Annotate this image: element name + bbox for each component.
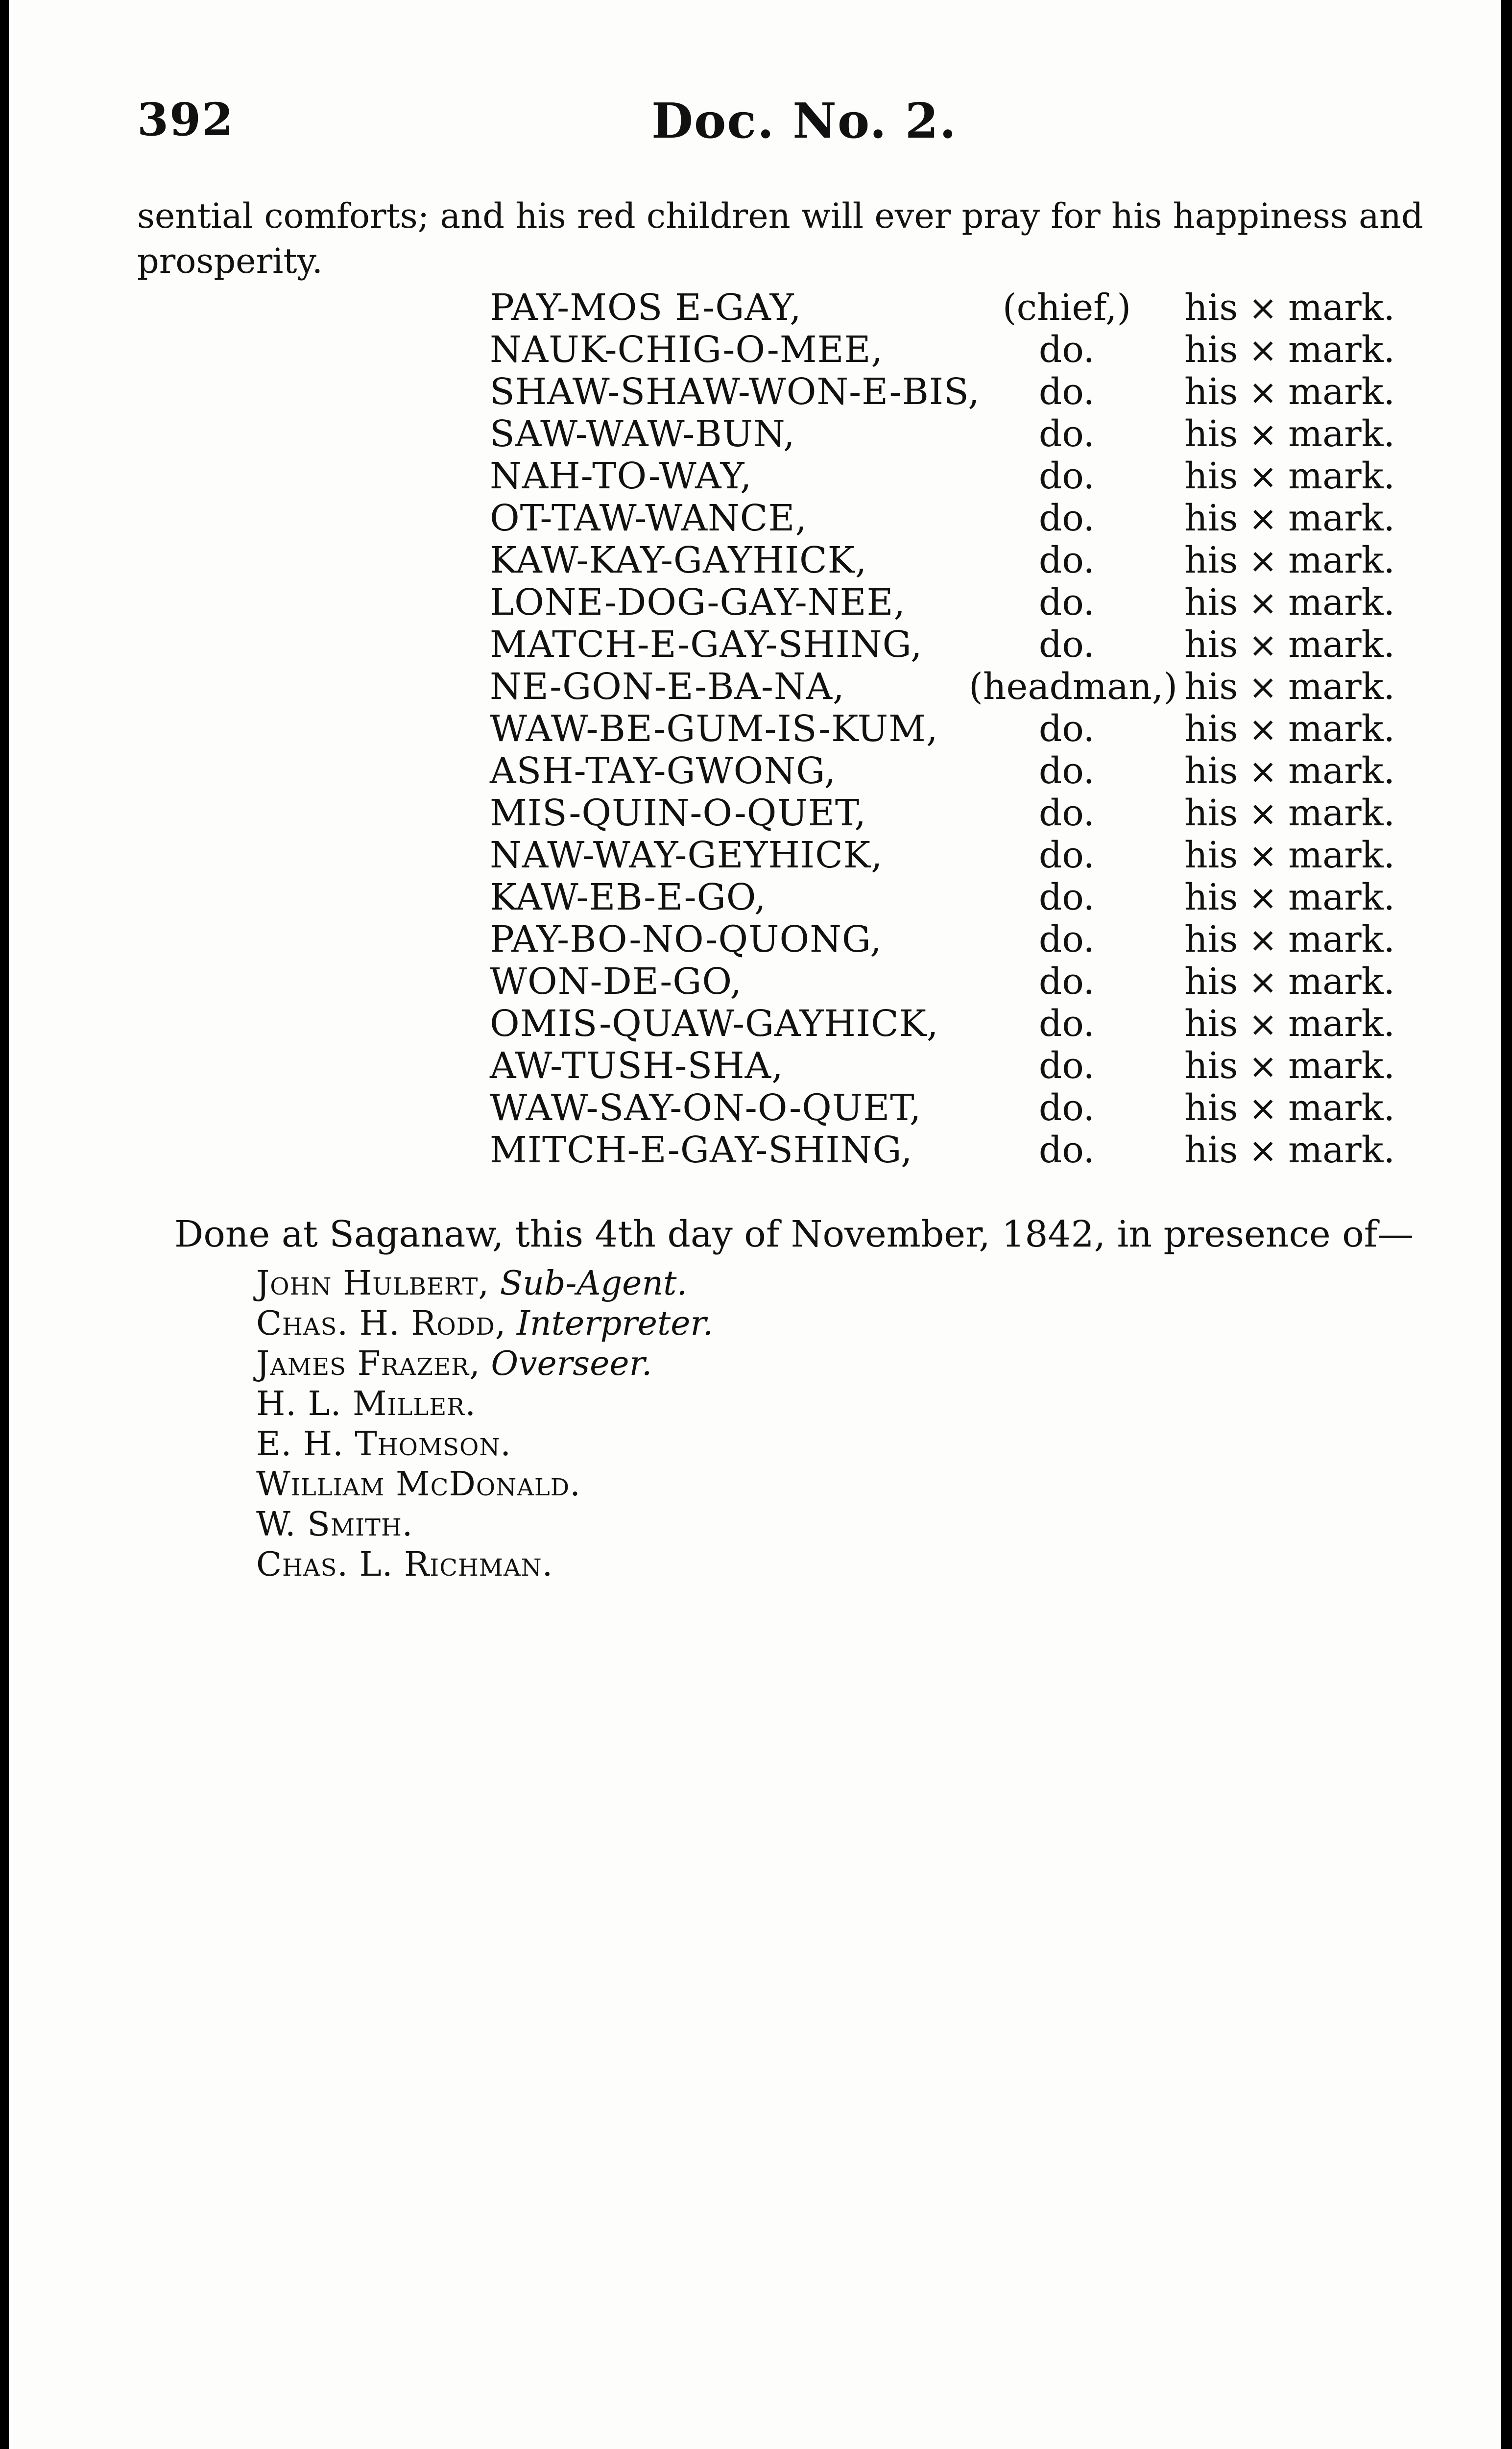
signatory-mark bbox=[1184, 792, 1395, 835]
his-label: his bbox=[1184, 792, 1238, 834]
done-statement: Done at Saganaw, this 4th day of November, 1842, in presence of— bbox=[174, 1213, 1414, 1255]
witness-line bbox=[256, 1465, 713, 1505]
mark-label: mark. bbox=[1288, 1045, 1395, 1087]
signatory-name: OT-TAW-WANCE, bbox=[490, 497, 807, 539]
his-label: his bbox=[1184, 413, 1238, 455]
signatory-name: PAY-BO-NO-QUONG, bbox=[490, 918, 882, 960]
x-mark-icon: × bbox=[1248, 751, 1277, 792]
signatory-name: MITCH-E-GAY-SHING, bbox=[490, 1129, 913, 1171]
witness-title: Overseer. bbox=[491, 1345, 652, 1383]
signatory-name: WAW-SAY-ON-O-QUET, bbox=[490, 1087, 922, 1129]
x-mark-icon: × bbox=[1248, 793, 1277, 834]
intro-paragraph bbox=[137, 193, 1460, 284]
signatory-mark bbox=[1184, 750, 1395, 792]
signatory-mark bbox=[1184, 1003, 1395, 1045]
signatory-name: ASH-TAY-GWONG, bbox=[490, 750, 837, 792]
his-label: his bbox=[1184, 1045, 1238, 1087]
x-mark-icon: × bbox=[1248, 625, 1277, 665]
witness-name: W. Smith. bbox=[256, 1505, 413, 1544]
signatory-name: NE-GON-E-BA-NA, bbox=[490, 666, 845, 708]
signatory-role: do. bbox=[1038, 455, 1095, 497]
signatory-row bbox=[9, 413, 1501, 455]
signatory-role: (headman,) bbox=[969, 666, 1178, 708]
signatory-role: do. bbox=[1038, 1087, 1095, 1129]
mark-label: mark. bbox=[1288, 413, 1395, 455]
signatory-mark bbox=[1184, 413, 1395, 456]
document-page bbox=[9, 0, 1501, 2449]
his-label: his bbox=[1184, 624, 1238, 666]
signatory-mark bbox=[1184, 1045, 1395, 1087]
witness-name: Chas. H. Rodd, bbox=[256, 1304, 506, 1343]
signatory-row bbox=[9, 624, 1501, 666]
witness-list bbox=[256, 1264, 713, 1585]
signatory-role: do. bbox=[1038, 750, 1095, 792]
mark-label: mark. bbox=[1288, 792, 1395, 834]
mark-label: mark. bbox=[1288, 371, 1395, 413]
signatory-row bbox=[9, 581, 1501, 624]
signatory-mark bbox=[1184, 624, 1395, 666]
signatory-name: PAY-MOS E-GAY, bbox=[490, 287, 802, 329]
witness-line bbox=[256, 1304, 713, 1344]
his-label: his bbox=[1184, 918, 1238, 960]
mark-label: mark. bbox=[1288, 455, 1395, 497]
signatory-row bbox=[9, 1003, 1501, 1045]
x-mark-icon: × bbox=[1248, 499, 1277, 539]
signatory-role: do. bbox=[1038, 834, 1095, 876]
mark-label: mark. bbox=[1288, 329, 1395, 371]
mark-label: mark. bbox=[1288, 666, 1395, 708]
x-mark-icon: × bbox=[1248, 1130, 1277, 1171]
mark-label: mark. bbox=[1288, 1087, 1395, 1129]
signatory-role: do. bbox=[1038, 1129, 1095, 1171]
x-mark-icon: × bbox=[1248, 709, 1277, 749]
his-label: his bbox=[1184, 287, 1238, 329]
mark-label: mark. bbox=[1288, 750, 1395, 792]
signatory-role: do. bbox=[1038, 708, 1095, 750]
witness-title: Sub-Agent. bbox=[500, 1264, 688, 1303]
signatory-name: MIS-QUIN-O-QUET, bbox=[490, 792, 866, 834]
x-mark-icon: × bbox=[1248, 962, 1277, 1002]
signatory-row bbox=[9, 918, 1501, 960]
signatory-name: SAW-WAW-BUN, bbox=[490, 413, 795, 455]
signatory-name: NAUK-CHIG-O-MEE, bbox=[490, 329, 884, 371]
signatory-mark bbox=[1184, 834, 1395, 877]
signatory-role: do. bbox=[1038, 497, 1095, 539]
x-mark-icon: × bbox=[1248, 288, 1277, 328]
signatory-role: do. bbox=[1038, 960, 1095, 1003]
signatory-row bbox=[9, 834, 1501, 876]
mark-label: mark. bbox=[1288, 960, 1395, 1003]
signatory-mark bbox=[1184, 708, 1395, 750]
signatory-row bbox=[9, 1087, 1501, 1129]
signatory-mark bbox=[1184, 960, 1395, 1003]
x-mark-icon: × bbox=[1248, 330, 1277, 370]
mark-label: mark. bbox=[1288, 497, 1395, 539]
his-label: his bbox=[1184, 539, 1238, 581]
witness-name: Chas. L. Richman. bbox=[256, 1545, 553, 1584]
mark-label: mark. bbox=[1288, 1003, 1395, 1045]
witness-line bbox=[256, 1264, 713, 1304]
x-mark-icon: × bbox=[1248, 372, 1277, 412]
signatory-row bbox=[9, 455, 1501, 497]
his-label: his bbox=[1184, 581, 1238, 624]
mark-label: mark. bbox=[1288, 581, 1395, 624]
signatory-mark bbox=[1184, 329, 1395, 371]
mark-label: mark. bbox=[1288, 1129, 1395, 1171]
his-label: his bbox=[1184, 329, 1238, 371]
his-label: his bbox=[1184, 497, 1238, 539]
signatory-row bbox=[9, 792, 1501, 834]
witness-line bbox=[256, 1424, 713, 1465]
signatory-role: do. bbox=[1038, 1003, 1095, 1045]
witness-line bbox=[256, 1505, 713, 1545]
his-label: his bbox=[1184, 876, 1238, 918]
signatory-name: SHAW-SHAW-WON-E-BIS, bbox=[490, 371, 980, 413]
signatory-row bbox=[9, 497, 1501, 539]
x-mark-icon: × bbox=[1248, 1004, 1277, 1044]
x-mark-icon: × bbox=[1248, 541, 1277, 581]
document-title: Doc. No. 2. bbox=[651, 93, 958, 149]
x-mark-icon: × bbox=[1248, 878, 1277, 918]
intro-line-1: sential comforts; and his red children will ever pray for his happiness and bbox=[137, 196, 1423, 236]
his-label: his bbox=[1184, 455, 1238, 497]
his-label: his bbox=[1184, 834, 1238, 876]
signatory-row bbox=[9, 329, 1501, 371]
signatory-mark bbox=[1184, 497, 1395, 540]
signatory-mark bbox=[1184, 876, 1395, 919]
signatory-row bbox=[9, 666, 1501, 708]
x-mark-icon: × bbox=[1248, 456, 1277, 497]
x-mark-icon: × bbox=[1248, 1088, 1277, 1128]
signatory-row bbox=[9, 1045, 1501, 1087]
witness-name: William McDonald. bbox=[256, 1465, 581, 1504]
signatory-mark bbox=[1184, 455, 1395, 498]
mark-label: mark. bbox=[1288, 624, 1395, 666]
signatory-role: do. bbox=[1038, 918, 1095, 960]
signatory-mark bbox=[1184, 287, 1395, 329]
signatory-row bbox=[9, 539, 1501, 581]
his-label: his bbox=[1184, 1087, 1238, 1129]
signatory-row bbox=[9, 287, 1501, 329]
witness-name: H. L. Miller. bbox=[256, 1385, 477, 1423]
signatory-name: NAH-TO-WAY, bbox=[490, 455, 752, 497]
his-label: his bbox=[1184, 1003, 1238, 1045]
signatory-row bbox=[9, 876, 1501, 918]
mark-label: mark. bbox=[1288, 287, 1395, 329]
witness-name: John Hulbert, bbox=[256, 1264, 489, 1303]
signatory-name: AW-TUSH-SHA, bbox=[490, 1045, 784, 1087]
mark-label: mark. bbox=[1288, 708, 1395, 750]
mark-label: mark. bbox=[1288, 876, 1395, 918]
signatory-name: LONE-DOG-GAY-NEE, bbox=[490, 581, 906, 624]
witness-line bbox=[256, 1344, 713, 1384]
signatory-role: do. bbox=[1038, 624, 1095, 666]
signatory-mark bbox=[1184, 1129, 1395, 1172]
signatory-name: KAW-KAY-GAYHICK, bbox=[490, 539, 867, 581]
signatory-name: OMIS-QUAW-GAYHICK, bbox=[490, 1003, 939, 1045]
his-label: his bbox=[1184, 708, 1238, 750]
signatory-role: do. bbox=[1038, 1045, 1095, 1087]
signatory-row bbox=[9, 1129, 1501, 1171]
signatory-name: KAW-EB-E-GO, bbox=[490, 876, 767, 918]
signatory-row bbox=[9, 960, 1501, 1003]
signatory-role: do. bbox=[1038, 329, 1095, 371]
x-mark-icon: × bbox=[1248, 414, 1277, 455]
signatory-name: NAW-WAY-GEYHICK, bbox=[490, 834, 883, 876]
mark-label: mark. bbox=[1288, 918, 1395, 960]
x-mark-icon: × bbox=[1248, 667, 1277, 707]
witness-line bbox=[256, 1384, 713, 1424]
x-mark-icon: × bbox=[1248, 920, 1277, 960]
his-label: his bbox=[1184, 371, 1238, 413]
intro-line-2: prosperity. bbox=[137, 241, 323, 281]
witness-line bbox=[256, 1545, 713, 1585]
signatory-list bbox=[9, 287, 1501, 1171]
his-label: his bbox=[1184, 1129, 1238, 1171]
signatory-row bbox=[9, 750, 1501, 792]
mark-label: mark. bbox=[1288, 539, 1395, 581]
signatory-role: do. bbox=[1038, 371, 1095, 413]
signatory-name: WAW-BE-GUM-IS-KUM, bbox=[490, 708, 938, 750]
signatory-mark bbox=[1184, 666, 1395, 708]
page-number: 392 bbox=[137, 93, 235, 146]
signatory-role: do. bbox=[1038, 539, 1095, 581]
signatory-role: do. bbox=[1038, 792, 1095, 834]
signatory-name: MATCH-E-GAY-SHING, bbox=[490, 624, 923, 666]
signatory-role: (chief,) bbox=[1002, 287, 1131, 329]
signatory-row bbox=[9, 371, 1501, 413]
his-label: his bbox=[1184, 666, 1238, 708]
his-label: his bbox=[1184, 750, 1238, 792]
x-mark-icon: × bbox=[1248, 1046, 1277, 1086]
signatory-mark bbox=[1184, 539, 1395, 582]
x-mark-icon: × bbox=[1248, 836, 1277, 876]
witness-name: E. H. Thomson. bbox=[256, 1425, 511, 1464]
signatory-role: do. bbox=[1038, 413, 1095, 455]
witness-title: Interpreter. bbox=[516, 1304, 714, 1343]
x-mark-icon: × bbox=[1248, 583, 1277, 623]
mark-label: mark. bbox=[1288, 834, 1395, 876]
page-header bbox=[132, 93, 1455, 157]
witness-name: James Frazer, bbox=[256, 1345, 480, 1383]
his-label: his bbox=[1184, 960, 1238, 1003]
signatory-mark bbox=[1184, 918, 1395, 961]
signatory-role: do. bbox=[1038, 876, 1095, 918]
signatory-role: do. bbox=[1038, 581, 1095, 624]
signatory-row bbox=[9, 708, 1501, 750]
signatory-mark bbox=[1184, 371, 1395, 413]
signatory-mark bbox=[1184, 581, 1395, 624]
signatory-mark bbox=[1184, 1087, 1395, 1129]
signatory-name: WON-DE-GO, bbox=[490, 960, 743, 1003]
